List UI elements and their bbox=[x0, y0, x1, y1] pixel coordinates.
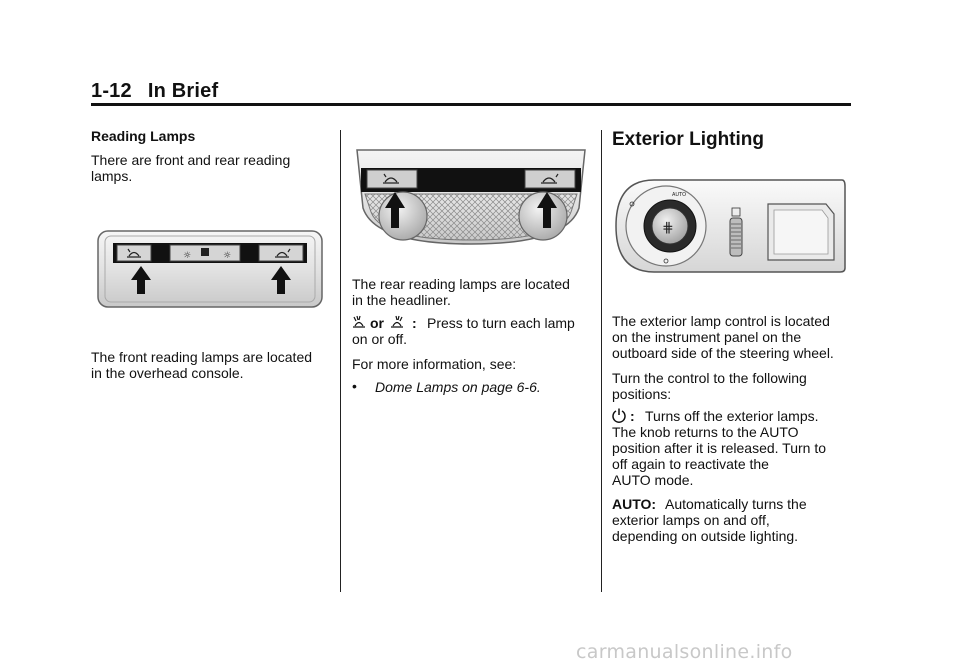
exterior-para1-line-3: outboard side of the steering wheel. bbox=[612, 345, 834, 361]
off-desc-line-1: Turns off the exterior lamps. bbox=[645, 408, 819, 424]
rear-lamps-caption-line-2: in the headliner. bbox=[352, 292, 451, 308]
exterior-para2-line-1: Turn the control to the following bbox=[612, 370, 807, 386]
reading-lamps-heading: Reading Lamps bbox=[91, 128, 196, 144]
svg-text:⋕: ⋕ bbox=[662, 220, 674, 236]
auto-label: AUTO: bbox=[612, 496, 657, 512]
front-lamps-caption-line-2: in the overhead console. bbox=[91, 365, 244, 381]
svg-text:☼: ☼ bbox=[223, 251, 232, 261]
section-title: In Brief bbox=[147, 80, 219, 102]
symbol-or-text: or bbox=[370, 315, 384, 331]
off-desc-line-5: AUTO mode. bbox=[612, 472, 694, 488]
more-info-text: For more information, see: bbox=[352, 356, 517, 372]
exterior-lamp-control-illustration bbox=[614, 178, 846, 274]
rear-headliner-illustration bbox=[355, 148, 587, 246]
symbol-colon: : bbox=[412, 315, 417, 331]
auto-desc-line-3: depending on outside lighting. bbox=[612, 528, 799, 544]
reading-lamps-intro-line-1: There are front and rear reading bbox=[91, 152, 291, 168]
symbol-desc-line-1: Press to turn each lamp bbox=[427, 315, 575, 331]
page-header bbox=[91, 80, 218, 103]
off-desc-line-3: position after it is released. Turn to bbox=[612, 440, 826, 456]
front-lamps-caption-line-1: The front reading lamps are located bbox=[91, 349, 313, 365]
auto-desc-line-1: Automatically turns the bbox=[665, 496, 807, 512]
exterior-lighting-heading: Exterior Lighting bbox=[612, 129, 764, 150]
exterior-para1-line-1: The exterior lamp control is located bbox=[612, 313, 830, 329]
column-divider-1 bbox=[340, 130, 341, 592]
exterior-para2-line-2: positions: bbox=[612, 386, 672, 402]
symbol-desc-line-2: on or off. bbox=[352, 331, 408, 347]
reading-lamp-right-icon bbox=[390, 315, 404, 329]
rear-left-lamp-lens bbox=[379, 192, 427, 240]
rear-right-lamp-button bbox=[525, 170, 575, 188]
off-desc-line-2: The knob returns to the AUTO bbox=[612, 424, 799, 440]
dome-lamps-link[interactable]: Dome Lamps on page 6-6. bbox=[375, 379, 541, 395]
auto-desc-line-2: exterior lamps on and off, bbox=[612, 512, 770, 528]
power-off-icon bbox=[612, 408, 626, 423]
column-divider-2 bbox=[601, 130, 602, 592]
bullet-dot: • bbox=[352, 378, 357, 394]
header-rule bbox=[91, 103, 851, 106]
front-console-illustration bbox=[97, 230, 323, 308]
svg-text:☼: ☼ bbox=[183, 251, 192, 261]
console-panel bbox=[98, 231, 322, 307]
rear-lamps-caption-line-1: The rear reading lamps are located bbox=[352, 276, 570, 292]
footer-watermark: carmanualsonline.info bbox=[576, 641, 793, 663]
reading-lamps-intro-line-2: lamps. bbox=[91, 168, 133, 184]
off-desc-line-4: off again to reactivate the bbox=[612, 456, 769, 472]
knob-auto-label: AUTO bbox=[672, 192, 687, 198]
off-colon: : bbox=[630, 408, 635, 424]
page-number: 1-12 bbox=[91, 80, 132, 102]
exterior-para1-line-2: on the instrument panel on the bbox=[612, 329, 802, 345]
reading-lamp-left-icon bbox=[352, 315, 366, 329]
rear-left-lamp-button bbox=[367, 170, 417, 188]
